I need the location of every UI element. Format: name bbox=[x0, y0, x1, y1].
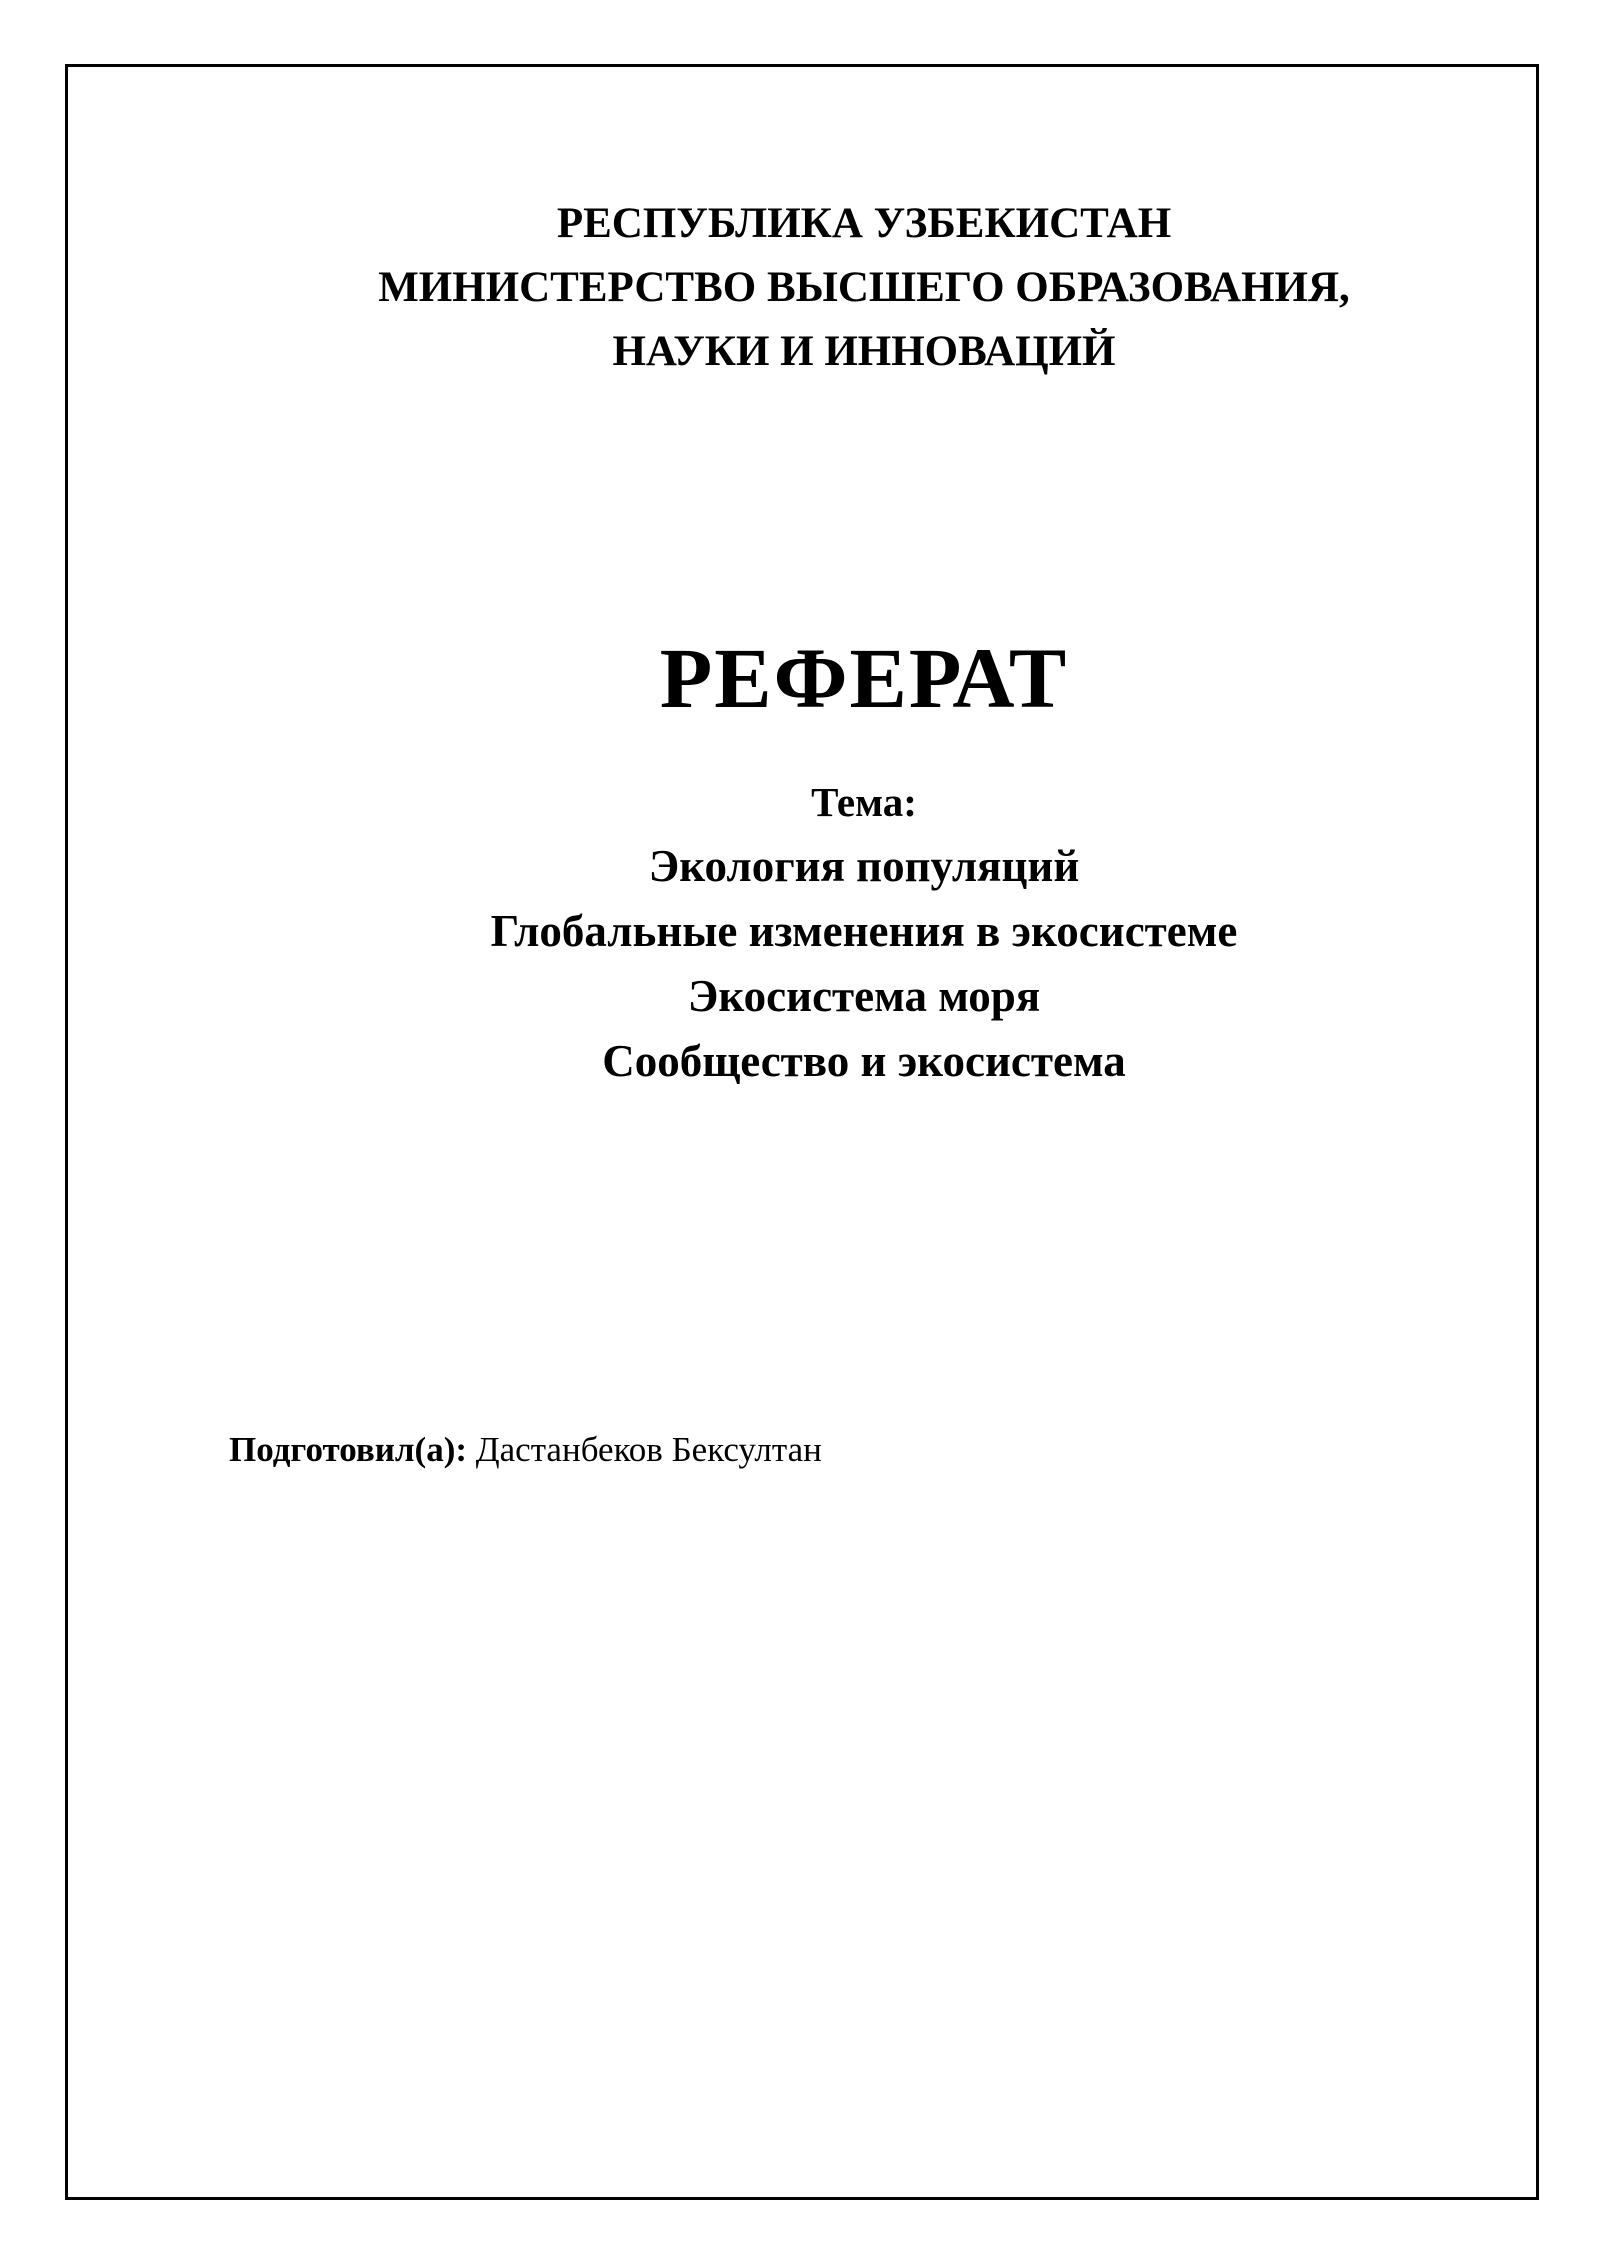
author-label: Подготовил(а): bbox=[229, 1430, 468, 1469]
topic-item: Экосистема моря bbox=[687, 971, 1041, 1021]
header-line-ministry-cont: НАУКИ И ИННОВАЦИЙ bbox=[612, 328, 1116, 375]
author-line bbox=[229, 1425, 822, 1475]
topic-label: Тема: bbox=[811, 779, 917, 825]
topic-item: Сообщество и экосистема bbox=[602, 1036, 1126, 1086]
header-line-country: РЕСПУБЛИКА УЗБЕКИСТАН bbox=[556, 200, 1172, 247]
page-border bbox=[65, 64, 1539, 2200]
document-title: РЕФЕРАТ bbox=[659, 630, 1069, 726]
topic-item: Глобальные изменения в экосистеме bbox=[490, 906, 1238, 956]
topic-list bbox=[0, 834, 1600, 1094]
topic-item: Экология популяций bbox=[648, 841, 1080, 891]
institution-header bbox=[0, 192, 1600, 384]
header-line-ministry: МИНИСТЕРСТВО ВЫСШЕГО ОБРАЗОВАНИЯ, bbox=[378, 264, 1350, 311]
author-name: Дастанбеков Бексултан bbox=[475, 1430, 822, 1469]
